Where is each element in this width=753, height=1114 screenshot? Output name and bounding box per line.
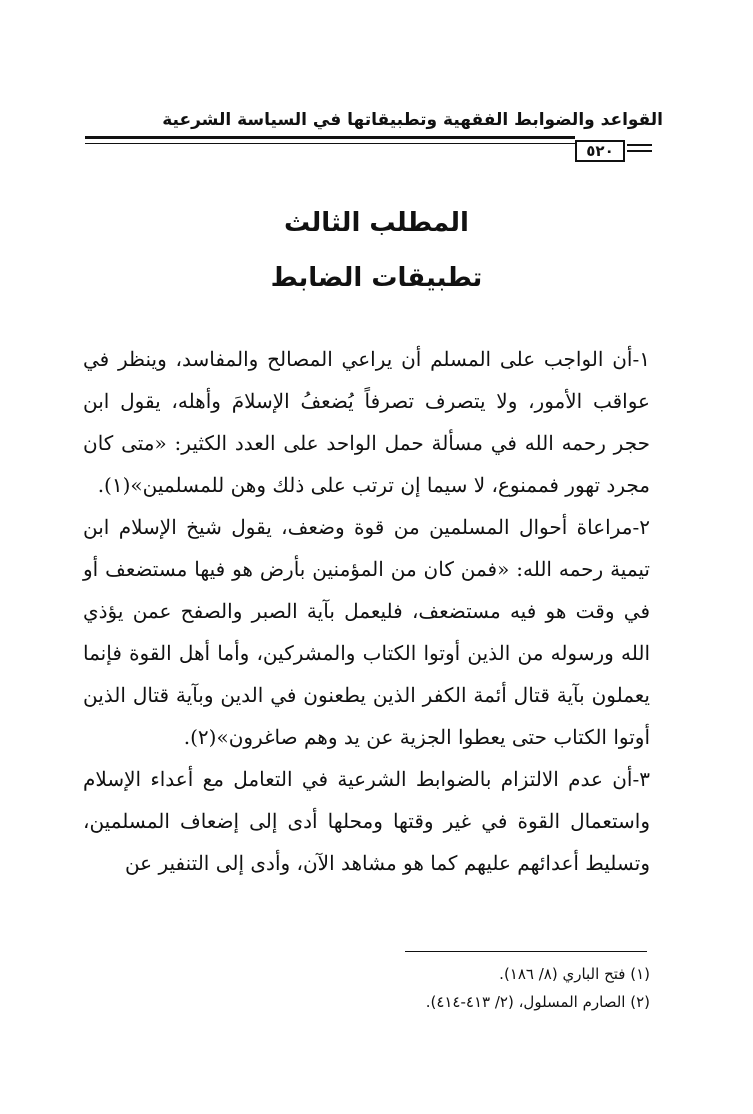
body-text (83, 338, 650, 884)
section-heading: المطلب الثالث (284, 208, 469, 238)
paragraph: ٢-مراعاة أحوال المسلمين من قوة وضعف، يقول شيخ الإسلام ابن تيمية رحمه الله: «فمن كان من المؤمنين بأرض هو فيها مستضعف أو في وقت هو فيه مستضعف، فليعمل بآية الصبر والصفح عمن يؤذي الله ورسوله من الذين أوتوا الكتاب والمشركين، وأما أهل القوة فإنما يعملون بآية قتال أئمة الكفر الذين يطعنون في الدين وبآية قتال الذين أوتوا الكتاب حتى يعطوا الجزية عن يد وهم صاغرون»(٢). (83, 515, 651, 749)
paragraph: ٣-أن عدم الالتزام بالضوابط الشرعية في التعامل مع أعداء الإسلام واستعمال القوة في غير وقتها ومحلها أدى إلى إضعاف المسلمين، وتسليط أعدائهم عليهم كما هو مشاهد الآن، وأدى إلى التنفير عن (83, 767, 650, 875)
header-rule-top (85, 136, 575, 139)
header-rule-left-top (627, 144, 652, 146)
footnote: (٢) الصارم المسلول، (٢/ ٤١٣-٤١٤). (425, 993, 650, 1011)
paragraph: ١-أن الواجب على المسلم أن يراعي المصالح والمفاسد، وينظر في عواقب الأمور، ولا يتصرف تصرفاً يُضعفُ الإسلامَ وأهله، يقول ابن حجر رحمه الله في مسألة حمل الواحد على العدد الكثير: «متى كان مجرد تهور فممنوع، لا سيما إن ترتب على ذلك وهن للمسلمين»(١). (83, 347, 650, 497)
footnotes (83, 960, 650, 1016)
book-title: القواعد والضوابط الفقهية وتطبيقاتها في السياسة الشرعية (162, 110, 663, 130)
header-rule-bottom (85, 143, 575, 144)
header-rule-left-bottom (627, 150, 652, 152)
page-number: ٥٢٠ (575, 140, 625, 162)
footnote: (١) فتح الباري (٨/ ١٨٦). (499, 965, 650, 983)
subsection-heading: تطبيقات الضابط (270, 263, 483, 293)
footnote-separator (405, 951, 647, 952)
